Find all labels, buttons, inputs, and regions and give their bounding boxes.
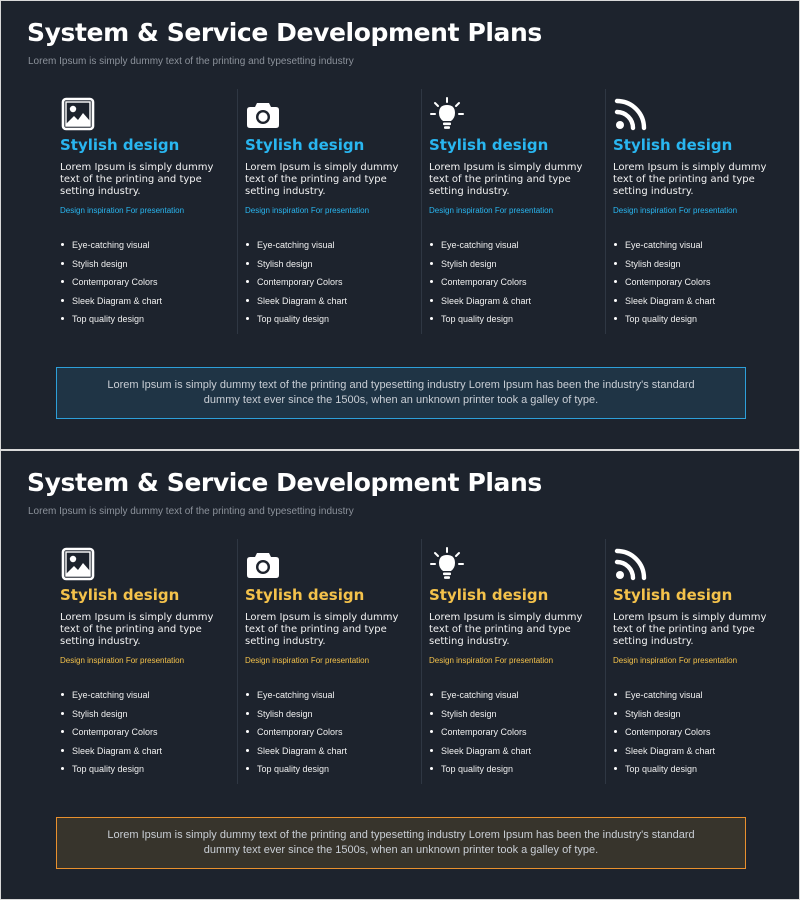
list-item: Eye-catching visual: [245, 689, 347, 708]
list-item: Sleek Diagram & chart: [429, 745, 531, 764]
feature-description: Lorem Ipsum is simply dummy text of the printing and type setting industry.: [60, 162, 214, 197]
list-item: Eye-catching visual: [60, 239, 162, 258]
rss-icon: [614, 97, 648, 131]
feature-column-2: [237, 89, 418, 334]
slide-subtitle: Lorem Ipsum is simply dummy text of the printing and typesetting industry: [28, 56, 354, 67]
camera-icon: [246, 97, 280, 131]
list-item: Contemporary Colors: [613, 726, 715, 745]
list-item: Top quality design: [60, 313, 162, 332]
list-item: Stylish design: [245, 258, 347, 277]
feature-column-4: [605, 539, 786, 784]
feature-heading: Stylish design: [429, 586, 549, 604]
slide-subtitle: Lorem Ipsum is simply dummy text of the printing and typesetting industry: [28, 506, 354, 517]
feature-link: Design inspiration For presentation: [429, 656, 554, 665]
footer-text: Lorem Ipsum is simply dummy text of the printing and typesetting industry Lorem Ipsum has been the industry's standard dummy text ever since the 1500s, when an unknown printer took a galley of type.: [107, 379, 695, 406]
list-item: Contemporary Colors: [60, 726, 162, 745]
list-item: Sleek Diagram & chart: [60, 745, 162, 764]
list-item: Eye-catching visual: [613, 689, 715, 708]
feature-description: Lorem Ipsum is simply dummy text of the printing and type setting industry.: [245, 612, 399, 647]
feature-column-2: [237, 539, 418, 784]
list-item: Stylish design: [245, 708, 347, 727]
list-item: Eye-catching visual: [429, 239, 531, 258]
image-icon: [61, 97, 95, 131]
list-item: Sleek Diagram & chart: [429, 295, 531, 314]
feature-description: Lorem Ipsum is simply dummy text of the printing and type setting industry.: [245, 162, 399, 197]
list-item: Top quality design: [245, 763, 347, 782]
feature-link: Design inspiration For presentation: [60, 656, 185, 665]
list-item: Contemporary Colors: [245, 276, 347, 295]
feature-heading: Stylish design: [613, 586, 733, 604]
feature-heading: Stylish design: [60, 586, 180, 604]
slide-gold: [1, 451, 799, 899]
list-item: Sleek Diagram & chart: [245, 745, 347, 764]
feature-heading: Stylish design: [60, 136, 180, 154]
list-item: Sleek Diagram & chart: [613, 745, 715, 764]
feature-list: [429, 239, 531, 332]
feature-list: [60, 239, 162, 332]
list-item: Contemporary Colors: [245, 726, 347, 745]
list-item: Stylish design: [613, 258, 715, 277]
feature-column-3: [421, 539, 602, 784]
list-item: Stylish design: [429, 258, 531, 277]
list-item: Top quality design: [60, 763, 162, 782]
list-item: Top quality design: [245, 313, 347, 332]
list-item: Contemporary Colors: [613, 276, 715, 295]
feature-description: Lorem Ipsum is simply dummy text of the printing and type setting industry.: [60, 612, 214, 647]
feature-link: Design inspiration For presentation: [60, 206, 185, 215]
list-item: Top quality design: [429, 763, 531, 782]
feature-column-1: [53, 89, 233, 334]
feature-link: Design inspiration For presentation: [429, 206, 554, 215]
list-item: Sleek Diagram & chart: [245, 295, 347, 314]
list-item: Eye-catching visual: [245, 239, 347, 258]
list-item: Stylish design: [60, 258, 162, 277]
feature-link: Design inspiration For presentation: [613, 656, 738, 665]
list-item: Contemporary Colors: [429, 276, 531, 295]
feature-description: Lorem Ipsum is simply dummy text of the printing and type setting industry.: [429, 162, 583, 197]
list-item: Sleek Diagram & chart: [613, 295, 715, 314]
list-item: Stylish design: [60, 708, 162, 727]
rss-icon: [614, 547, 648, 581]
feature-list: [245, 689, 347, 782]
list-item: Top quality design: [429, 313, 531, 332]
list-item: Eye-catching visual: [429, 689, 531, 708]
list-item: Top quality design: [613, 313, 715, 332]
footer-callout-box: [56, 817, 746, 869]
feature-heading: Stylish design: [429, 136, 549, 154]
feature-list: [429, 689, 531, 782]
feature-list: [60, 689, 162, 782]
feature-list: [613, 689, 715, 782]
slide-title: System & Service Development Plans: [27, 468, 542, 497]
feature-link: Design inspiration For presentation: [245, 206, 370, 215]
feature-heading: Stylish design: [613, 136, 733, 154]
feature-column-3: [421, 89, 602, 334]
feature-link: Design inspiration For presentation: [245, 656, 370, 665]
list-item: Stylish design: [613, 708, 715, 727]
footer-text: Lorem Ipsum is simply dummy text of the printing and typesetting industry Lorem Ipsum has been the industry's standard dummy text ever since the 1500s, when an unknown printer took a galley of type.: [107, 829, 695, 856]
list-item: Contemporary Colors: [429, 726, 531, 745]
feature-list: [245, 239, 347, 332]
feature-column-1: [53, 539, 233, 784]
list-item: Eye-catching visual: [613, 239, 715, 258]
footer-callout-box: [56, 367, 746, 419]
feature-description: Lorem Ipsum is simply dummy text of the printing and type setting industry.: [429, 612, 583, 647]
list-item: Contemporary Colors: [60, 276, 162, 295]
feature-description: Lorem Ipsum is simply dummy text of the printing and type setting industry.: [613, 612, 767, 647]
feature-link: Design inspiration For presentation: [613, 206, 738, 215]
image-icon: [61, 547, 95, 581]
list-item: Top quality design: [613, 763, 715, 782]
camera-icon: [246, 547, 280, 581]
list-item: Stylish design: [429, 708, 531, 727]
slide-title: System & Service Development Plans: [27, 18, 542, 47]
list-item: Sleek Diagram & chart: [60, 295, 162, 314]
feature-column-4: [605, 89, 786, 334]
feature-list: [613, 239, 715, 332]
list-item: Eye-catching visual: [60, 689, 162, 708]
feature-heading: Stylish design: [245, 136, 365, 154]
slide-blue: [1, 1, 799, 449]
feature-heading: Stylish design: [245, 586, 365, 604]
lightbulb-icon: [430, 547, 464, 581]
feature-description: Lorem Ipsum is simply dummy text of the printing and type setting industry.: [613, 162, 767, 197]
lightbulb-icon: [430, 97, 464, 131]
